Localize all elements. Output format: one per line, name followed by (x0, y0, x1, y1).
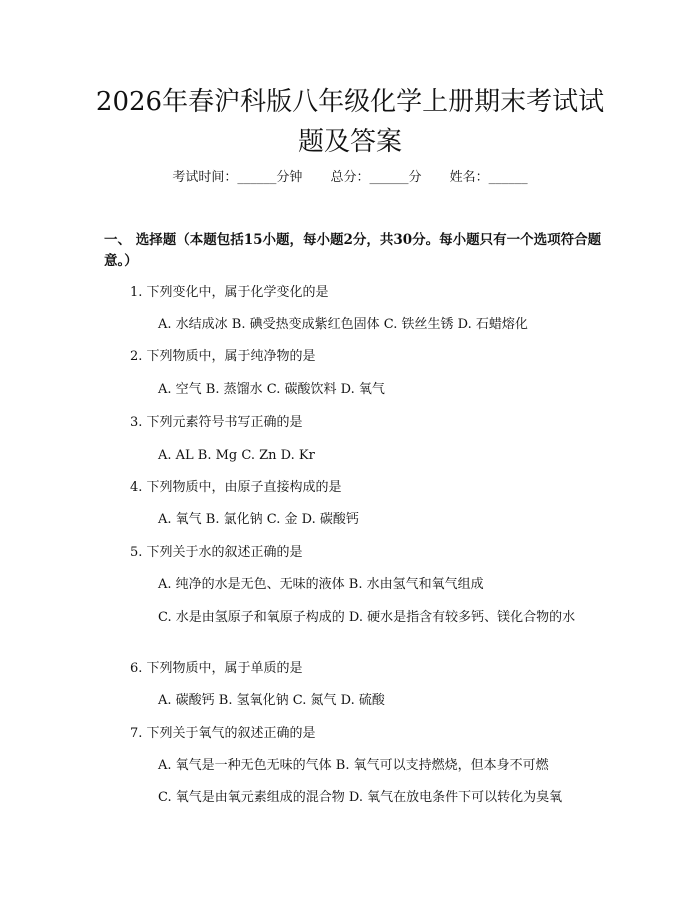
exam-total-score: 总分：______分 (330, 170, 422, 185)
title-line-2: 题及答案 (297, 127, 402, 157)
exam-time: 考试时间：______分钟 (172, 170, 303, 185)
question-7-stem: 7. 下列关于氧气的叙述正确的是 (130, 726, 316, 741)
question-7-options-c-d: C. 氧气是由氧元素组成的混合物 D. 氧气在放电条件下可以转化为臭氧 (158, 790, 563, 805)
question-7-options-a-b: A. 氧气是一种无色无味的气体 B. 氧气可以支持燃烧，但本身不可燃 (158, 758, 549, 773)
question-2-stem: 2. 下列物质中，属于纯净物的是 (130, 349, 316, 364)
question-3-stem: 3. 下列元素符号书写正确的是 (130, 415, 303, 430)
question-3-options: A. AL B. Mg C. Zn D. Kr (158, 448, 315, 463)
document-title (70, 82, 630, 162)
question-6-stem: 6. 下列物质中，属于单质的是 (130, 661, 303, 676)
question-1-options: A. 水结成冰 B. 碘受热变成紫红色固体 C. 铁丝生锈 D. 石蜡熔化 (158, 317, 528, 332)
question-2-options: A. 空气 B. 蒸馏水 C. 碳酸饮料 D. 氧气 (158, 382, 385, 397)
question-1-stem: 1. 下列变化中，属于化学变化的是 (130, 285, 329, 300)
question-4-stem: 4. 下列物质中，由原子直接构成的是 (130, 480, 342, 495)
exam-meta (0, 168, 700, 188)
question-6-options: A. 碳酸钙 B. 氢氧化钠 C. 氮气 D. 硫酸 (158, 693, 385, 708)
exam-name: 姓名：______ (449, 170, 528, 185)
title-line-1: 2026年春沪科版八年级化学上册期末考试试 (95, 87, 605, 117)
question-5-options-c-d: C. 水是由氢原子和氧原子构成的 D. 硬水是指含有较多钙、镁化合物的水 (158, 610, 576, 625)
question-5-stem: 5. 下列关于水的叙述正确的是 (130, 545, 303, 560)
question-4-options: A. 氧气 B. 氯化钠 C. 金 D. 碳酸钙 (158, 512, 359, 527)
section-heading: 一、 选择题（本题包括15小题，每小题2分，共30分。每小题只有一个选项符合题意。） (104, 232, 602, 269)
question-5-options-a-b: A. 纯净的水是无色、无味的液体 B. 水由氢气和氧气组成 (158, 577, 484, 592)
